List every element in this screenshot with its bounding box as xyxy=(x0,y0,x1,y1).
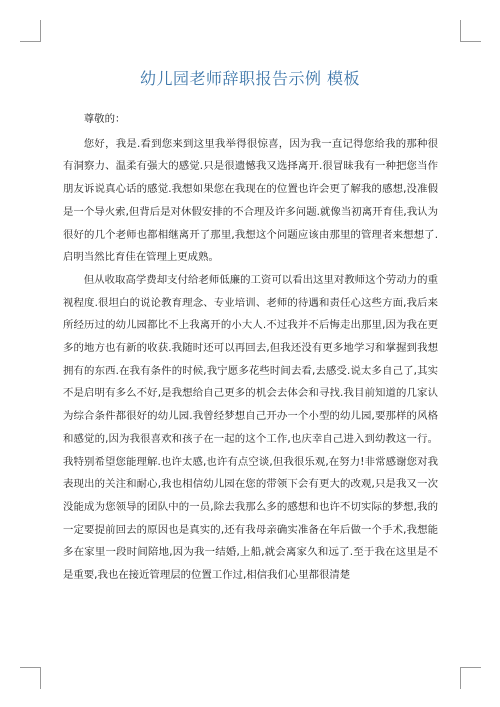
salutation: 尊敬的： xyxy=(83,113,126,125)
crop-mark-bottom-left xyxy=(20,667,41,668)
document-title: 幼儿园老师辞职报告示例 模板 xyxy=(139,69,361,88)
crop-mark-bottom-right xyxy=(460,667,461,689)
crop-mark-bottom-left xyxy=(40,667,41,689)
crop-mark-top-right xyxy=(460,41,481,42)
paragraph-2: 但从收取高学费却支付给老师低廉的工资可以看出这里对教师这个劳动力的重视程度.很坦白的说论教育理念、专业培训、老师的待遇和责任心这些方面,我后来所经历过的幼儿园都比不上我离开的小大人.不过我并不后悔走出那里,因为我在更多的地方也有新的收获.我随时还可以再回去,但我还没有更多地学习和掌握到我想拥有的东西.在我有条件的时候,我宁愿多花些时间去看,去感受.说太多自己了,其实不是启明有多么不好,是我想给自己更多的机会去体会和寻找.我目前知道的几家认为综合条件都很好的幼儿园.我曾经梦想自己开办一个小型的幼儿园,要那样的风格和感觉的,因为我很喜欢和孩子在一起的这个工作,也庆幸自己进入到幼教这一行。我特别希望您能理解.也许太感,也许有点空谈,但我很乐观,在努力!非常感谢您对我表现出的关注和耐心,我也相信幼儿园在您的带领下会有更大的改观,只是我又一次没能成为您领导的团队中的一员,除去我那么多的感想和也许不切实际的梦想,我的一定要提前回去的原因也是真实的,还有我母亲确实准备在年后做一个手术,我想能多在家里一段时间陪地,因为我一结婚,上船,就会离家久和远了.至于我在这里是不是重要,我也在接近管理层的位置工作过,相信我们心里都很清楚 xyxy=(63,273,438,582)
crop-mark-top-left xyxy=(20,41,41,42)
crop-mark-top-right xyxy=(460,20,461,42)
document-body xyxy=(63,108,438,587)
crop-mark-top-left xyxy=(40,20,41,42)
paragraph-1: 您好，我是.看到您来到这里我举得很惊喜，因为我一直记得您给我的那种很有洞察力、温柔有强大的感觉.只是很遗憾我又选择离开.很冒昧我有一种把您当作朋友诉说真心话的感觉.我想如果您在我现在的位置也许会更了解我的感想,没准假是一个导火索,但背后是对休假安排的不合理及许多问题.就像当初离开育佳,我认为很好的几个老师也都相继离开了那里,我想这个问题应该由那里的管理者来想想了.启明当然比育佳在管理上更成熟。 xyxy=(63,137,438,264)
crop-mark-bottom-right xyxy=(460,667,481,668)
